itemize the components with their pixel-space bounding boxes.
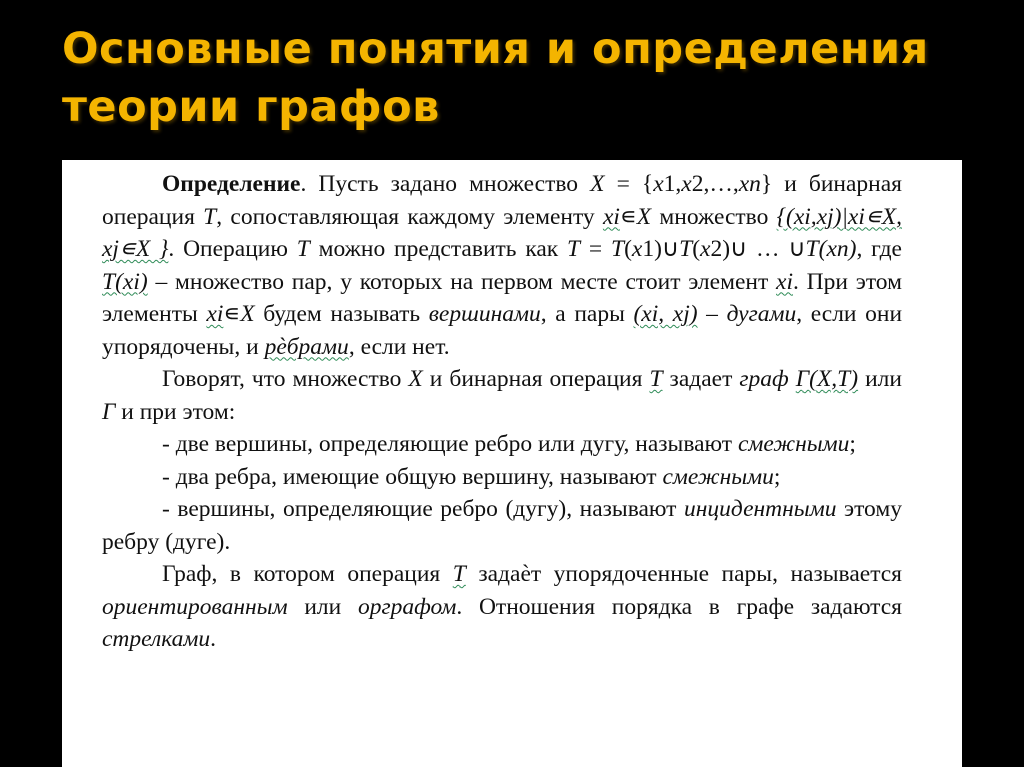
text: = { bbox=[604, 171, 654, 197]
text: или bbox=[287, 593, 358, 620]
title-line-1: Основные понятия и определения bbox=[62, 24, 929, 74]
definition-term: Определение bbox=[162, 171, 301, 197]
term-vertices: вершинами bbox=[428, 301, 541, 327]
text: . При этом элементы bbox=[102, 268, 902, 327]
text: можно представить как bbox=[309, 236, 568, 262]
text: . Пусть задано множество bbox=[300, 171, 591, 197]
math: xn bbox=[738, 171, 761, 197]
document-image bbox=[62, 160, 962, 767]
text: - две вершины, определяющие ребро или дугу, называют bbox=[162, 431, 738, 457]
text: ( bbox=[692, 236, 701, 262]
text: - два ребра, имеющие общую вершину, называют bbox=[162, 463, 663, 490]
text: задаѐт упорядоченные пары, называется bbox=[465, 561, 902, 587]
graph-paragraph bbox=[102, 363, 902, 428]
math: T bbox=[203, 203, 217, 230]
digraph-paragraph bbox=[102, 558, 902, 656]
term-incident: инцидентными bbox=[684, 496, 837, 522]
math: X bbox=[636, 203, 652, 230]
title-bar bbox=[0, 0, 1024, 160]
math: Г bbox=[102, 398, 116, 425]
term-adjacent: смежными bbox=[737, 431, 850, 457]
list-item bbox=[102, 461, 902, 494]
text: 2)∪ … ∪ bbox=[710, 236, 806, 262]
text: , если они упорядочены, и bbox=[102, 301, 903, 360]
text: = bbox=[580, 236, 611, 262]
text: и при этом: bbox=[115, 398, 236, 425]
text: - вершины, определяющие ребро (дугу), называют bbox=[162, 496, 684, 522]
term-graph: граф bbox=[739, 366, 789, 392]
document-text bbox=[102, 168, 902, 656]
definition-paragraph bbox=[102, 168, 902, 363]
term-oriented: ориентированным bbox=[102, 593, 288, 620]
text: , где bbox=[856, 236, 902, 262]
text: множество bbox=[651, 203, 777, 230]
term-adjacent: смежными bbox=[662, 463, 774, 490]
math: (xi, xj) bbox=[633, 301, 698, 327]
text: или bbox=[858, 366, 902, 392]
math: T bbox=[679, 236, 693, 262]
title-line-2: теории графов bbox=[62, 82, 440, 132]
text: 2,…, bbox=[691, 171, 739, 197]
math: {(xi,xj)|xi∊X, xj∊X } bbox=[102, 203, 902, 262]
term-arcs: дугами bbox=[726, 301, 797, 327]
math: T(xn) bbox=[805, 236, 857, 262]
text: Граф, в котором операция bbox=[162, 561, 453, 587]
math: T bbox=[649, 366, 663, 392]
text: – множество пар, у которых на первом месте стоит элемент bbox=[147, 268, 777, 295]
text: ∊ bbox=[223, 301, 241, 327]
text: , если нет. bbox=[348, 333, 450, 360]
math: xi bbox=[206, 301, 224, 327]
math: T(xi) bbox=[102, 268, 148, 295]
math: x bbox=[631, 236, 643, 262]
math: T bbox=[567, 236, 581, 262]
text: задает bbox=[662, 366, 740, 392]
text bbox=[789, 366, 796, 392]
text: . Операцию bbox=[168, 236, 297, 262]
math: T bbox=[296, 236, 310, 262]
text: ; bbox=[773, 463, 781, 490]
text: Говорят, что множество bbox=[162, 366, 409, 392]
text: этому ребру (дуге). bbox=[102, 496, 902, 555]
math: T bbox=[610, 236, 625, 262]
text: } и бинарная операция bbox=[102, 171, 902, 230]
list-item bbox=[102, 493, 902, 558]
math: Г(X,T) bbox=[795, 366, 859, 392]
term-digraph: орграфом bbox=[357, 593, 457, 620]
math: x bbox=[653, 171, 664, 197]
term-arrows: стрелками bbox=[102, 626, 211, 652]
text: 1, bbox=[663, 171, 682, 197]
text: будем называть bbox=[254, 301, 429, 327]
text: , а пары bbox=[540, 301, 634, 327]
math: x bbox=[681, 171, 692, 197]
text: ; bbox=[849, 431, 856, 457]
text: . bbox=[210, 626, 217, 652]
math: xi bbox=[602, 203, 620, 230]
text: ∊ bbox=[619, 203, 637, 230]
math: T bbox=[452, 561, 466, 587]
text: , сопоставляющая каждому элементу bbox=[216, 203, 603, 230]
term-edges: рѐбрами bbox=[264, 333, 349, 360]
text: и бинарная операция bbox=[422, 366, 650, 392]
text: – bbox=[697, 301, 727, 327]
text: 1)∪ bbox=[642, 236, 680, 262]
text: ( bbox=[624, 236, 632, 262]
math: x bbox=[700, 236, 711, 262]
list-item bbox=[102, 428, 902, 461]
math: X bbox=[590, 171, 605, 197]
math: X bbox=[240, 301, 255, 327]
slide-title bbox=[62, 20, 929, 136]
math: xi bbox=[776, 268, 793, 295]
math: X bbox=[408, 366, 423, 392]
text: . Отношения порядка в графе задаются bbox=[456, 593, 902, 620]
